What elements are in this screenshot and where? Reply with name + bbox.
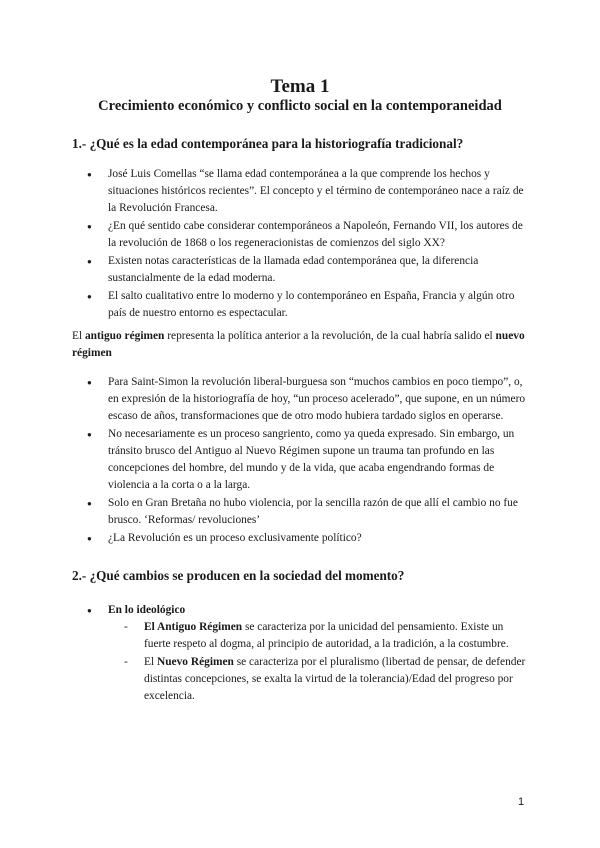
bullet-item: ● Solo en Gran Bretaña no hubo violencia, por la sencilla razón de que allí el cambio no fue brusco. ‘Reformas/ revoluciones’ [72,495,532,529]
section-1-heading: 1.- ¿Qué es la edad contemporánea para la historiografía tradicional? [72,136,464,151]
regime-paragraph [72,328,532,362]
dash-text: se caracteriza por la unicidad del pensamiento. Existe un fuerte respeto al dogma, al principio de autoridad, a la tradición, a la costumbre. [144,621,509,650]
bullet-item: ● José Luis Comellas “se llama edad contemporánea a la que comprende los hechos y situaciones históricos recientes”. El concepto y el término de contemporáneo nace a raíz de la Revolución Francesa. [72,166,532,217]
dash-bold-term: Nuevo Régimen [156,656,234,668]
section-1-bullet-list [72,166,532,323]
dash-marker: - [124,621,128,633]
dash-text: se caracteriza por el pluralismo (libertad de pensar, de defender distintas concepciones, se exalta la virtud de la tolerancia)/Edad del progreso por excelencia. [144,656,526,702]
dash-list [72,619,532,705]
bullet-item: ● No necesariamente es un proceso sangriento, como ya queda expresado. Sin embargo, un tránsito brusco del Antiguo al Nuevo Régimen supone un trauma tan profundo en las concepciones del hombre, del mundo y de la vida, que acaba engendrando formas de violencia a la corta o a la larga. [72,426,532,494]
bullet-item: ● El salto cualitativo entre lo moderno y lo contemporáneo en España, Francia y algún otro país de nuestro entorno es espectacular. [72,288,532,322]
paragraph-text: El [72,330,85,342]
ideological-block [72,602,532,706]
bullet-item: ● Para Saint-Simon la revolución liberal-burguesa son “muchos cambios en poco tiempo”, o, en expresión de la historiografía de hoy, “un proceso acelerado”, que supone, en un número escaso de años, transformaciones que de otro modo hubiera tardado siglos en operarse. [72,374,532,425]
section-1b-bullet-list [72,374,532,548]
paragraph-bold-term: antiguo régimen [84,330,165,342]
page-subtitle: Crecimiento económico y conflicto social en la contemporaneidad [98,98,502,114]
section-2-heading: 2.- ¿Qué cambios se producen en la sociedad del momento? [72,568,405,583]
bullet-item: ● Existen notas características de la llamada edad contemporánea que, la diferencia sustancialmente de la edad moderna. [72,253,532,287]
bullet-item: ● ¿En qué sentido cabe considerar contemporáneos a Napoleón, Fernando VII, los autores de la revolución de 1868 o los regeneracionistas de comienzos del siglo XX? [72,218,532,252]
dash-item [72,654,532,705]
dash-bold-term: El Antiguo Régimen [144,621,243,633]
paragraph-text: representa la política anterior a la revolución, de la cual habría salido el [164,330,496,342]
page-title: Tema 1 [270,76,330,97]
dash-pre-text: El [144,656,157,668]
dash-marker: - [124,656,128,668]
bullet-item: ● ¿La Revolución es un proceso exclusivamente político? [72,530,532,547]
dash-item [72,619,532,653]
paragraph-bold-term: nuevo régimen [72,330,525,359]
page-number: 1 [518,796,525,808]
ideological-subheading: ● En lo ideológico [72,602,532,619]
